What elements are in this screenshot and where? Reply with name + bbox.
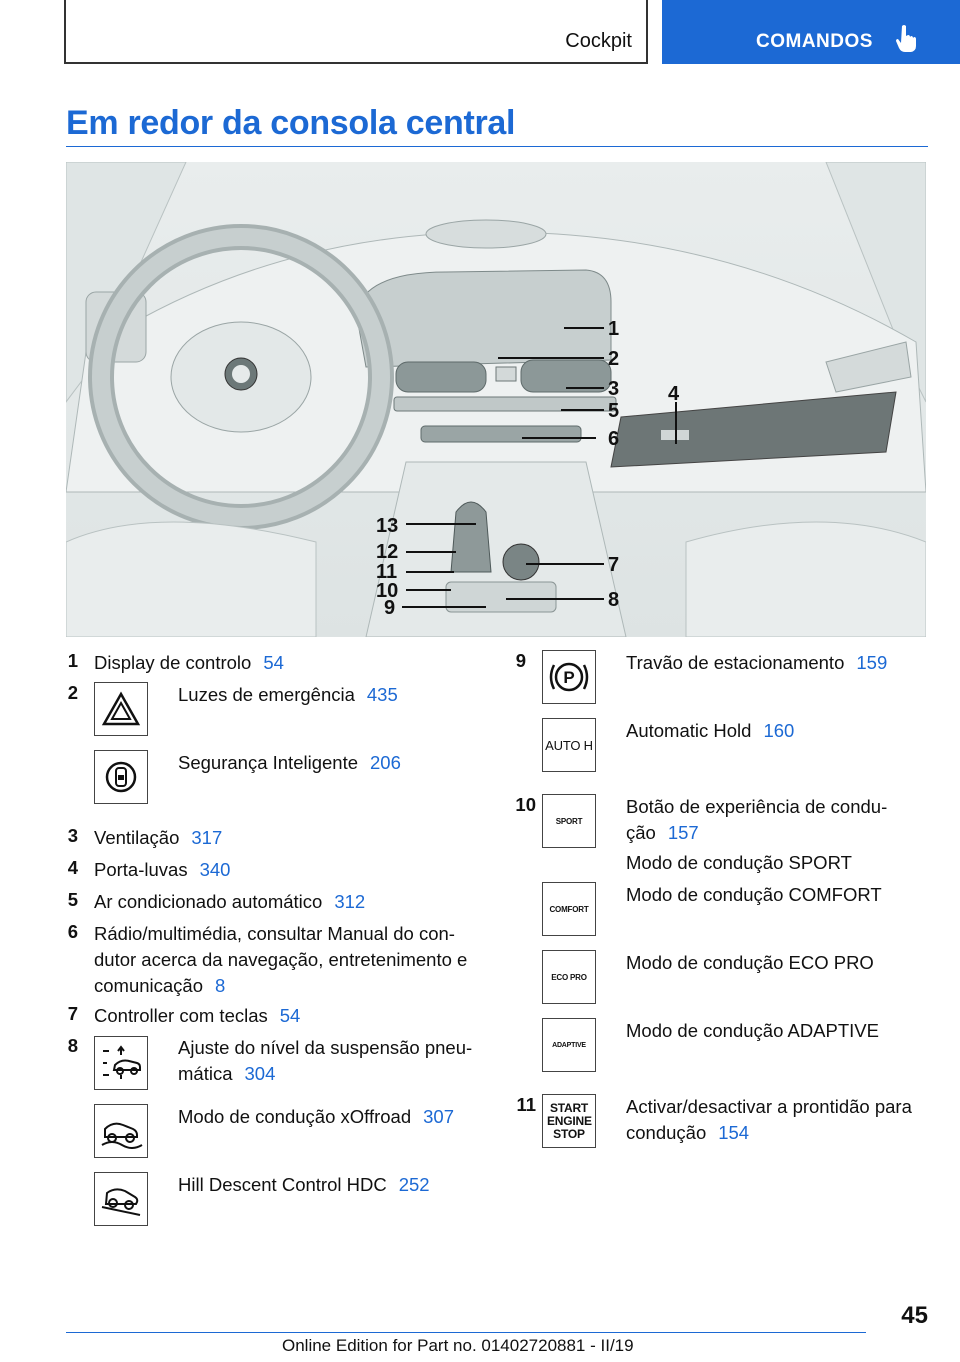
callout-1: 1 (608, 318, 620, 340)
callout-7: 7 (608, 554, 620, 576)
item-number: 8 (67, 1035, 78, 1056)
header-chapter-label: COMANDOS (756, 31, 873, 52)
xoffroad-icon (94, 1104, 148, 1158)
intelligent-safety-icon (94, 750, 148, 804)
legend-item: Modo de condução ECO PRO (626, 952, 874, 973)
page-ref-link[interactable]: 8 (215, 975, 226, 996)
item-number: 4 (67, 857, 78, 878)
legend-item: Modo de condução ADAPTIVE (626, 1020, 879, 1041)
hill-descent-icon (94, 1172, 148, 1226)
legend-item: Ar condicionado automático 312 (94, 891, 366, 912)
page-ref-link[interactable]: 160 (763, 720, 795, 741)
page-ref-link[interactable]: 154 (718, 1122, 750, 1143)
callout-8: 8 (608, 589, 620, 611)
callout-4: 4 (668, 383, 680, 405)
footer-edition: Online Edition for Part no. 01402720881 - II/19 (282, 1336, 634, 1355)
legend-item: Travão de estacionamento 159 (626, 652, 888, 673)
comfort-mode-icon: COMFORT (542, 882, 596, 936)
page-ref-link[interactable]: 54 (263, 652, 284, 673)
auto-hold-icon: AUTO H (542, 718, 596, 772)
page-ref-link[interactable]: 252 (398, 1174, 430, 1195)
legend-item: Porta-luvas 340 (94, 859, 231, 880)
page-ref-link[interactable]: 304 (244, 1063, 276, 1084)
item-number: 10 (515, 794, 536, 815)
item-number: 2 (67, 682, 78, 703)
header-section-label: Cockpit (565, 30, 632, 52)
legend-item: Automatic Hold 160 (626, 720, 795, 741)
callout-6: 6 (608, 428, 620, 450)
hand-pointer-icon (896, 24, 918, 52)
legend-item: Controller com teclas 54 (94, 1005, 301, 1026)
hazard-triangle-icon (94, 682, 148, 736)
page-number: 45 (901, 1302, 928, 1329)
page-ref-link[interactable]: 312 (334, 891, 366, 912)
page-title: Em redor da consola central (66, 104, 516, 142)
item-number: 5 (67, 889, 78, 910)
callout-11: 11 (376, 561, 398, 583)
page-ref-link[interactable]: 54 (279, 1005, 301, 1026)
legend-item: Ajuste do nível da suspensão pneu- mática 304 (178, 1037, 473, 1084)
callout-9: 9 (384, 597, 396, 619)
callout-2: 2 (608, 348, 620, 370)
legend-item: Display de controlo 54 (94, 652, 284, 673)
footer-divider (66, 1332, 866, 1333)
item-number: 9 (515, 650, 526, 671)
page-ref-link[interactable]: 157 (667, 822, 699, 843)
page-ref-link[interactable]: 159 (856, 652, 888, 673)
page-ref-link[interactable]: 317 (191, 827, 223, 848)
legend-item: Botão de experiência de condu- ção 157 (626, 796, 888, 843)
svg-text:P: P (563, 668, 575, 687)
item-number: 11 (516, 1094, 536, 1115)
legend-item: Modo de condução SPORT (626, 852, 852, 873)
page-ref-link[interactable]: 340 (199, 859, 231, 880)
parking-brake-icon (542, 650, 596, 704)
callout-3: 3 (608, 378, 620, 400)
page-ref-link[interactable]: 435 (366, 684, 398, 705)
callout-12: 12 (376, 541, 399, 563)
callout-10: 10 (376, 580, 399, 602)
title-divider (66, 146, 928, 147)
suspension-level-icon (94, 1036, 148, 1090)
header-chapter-tab (662, 0, 960, 64)
sport-mode-icon: SPORT (542, 794, 596, 848)
header-section-box (64, 0, 648, 64)
eco-pro-mode-icon: ECO PRO (542, 950, 596, 1004)
item-number: 7 (67, 1003, 78, 1024)
item-number: 6 (67, 921, 78, 942)
item-number: 3 (67, 825, 78, 846)
legend-item: Ventilação 317 (94, 827, 223, 848)
legend-item: Hill Descent Control HDC 252 (178, 1174, 430, 1195)
legend-item: Luzes de emergência 435 (178, 684, 398, 705)
legend-item: Modo de condução COMFORT (626, 884, 882, 905)
page-ref-link[interactable]: 307 (423, 1106, 454, 1127)
legend-item: Modo de condução xOffroad 307 (178, 1106, 454, 1127)
adaptive-mode-icon: ADAPTIVE (542, 1018, 596, 1072)
legend-item: Segurança Inteligente 206 (178, 752, 401, 773)
callout-5: 5 (608, 400, 620, 422)
start-engine-stop-icon: START ENGINE STOP (542, 1094, 596, 1148)
item-number: 1 (67, 650, 78, 671)
legend-item: Rádio/multimédia, consultar Manual do con- dutor acerca da navegação, entretenimento e comunicação 8 (94, 923, 468, 996)
page-ref-link[interactable]: 206 (370, 752, 401, 773)
cockpit-illustration (66, 162, 926, 637)
callout-13: 13 (376, 515, 399, 537)
legend-item: Activar/desactivar a prontidão para condução 154 (626, 1096, 912, 1143)
